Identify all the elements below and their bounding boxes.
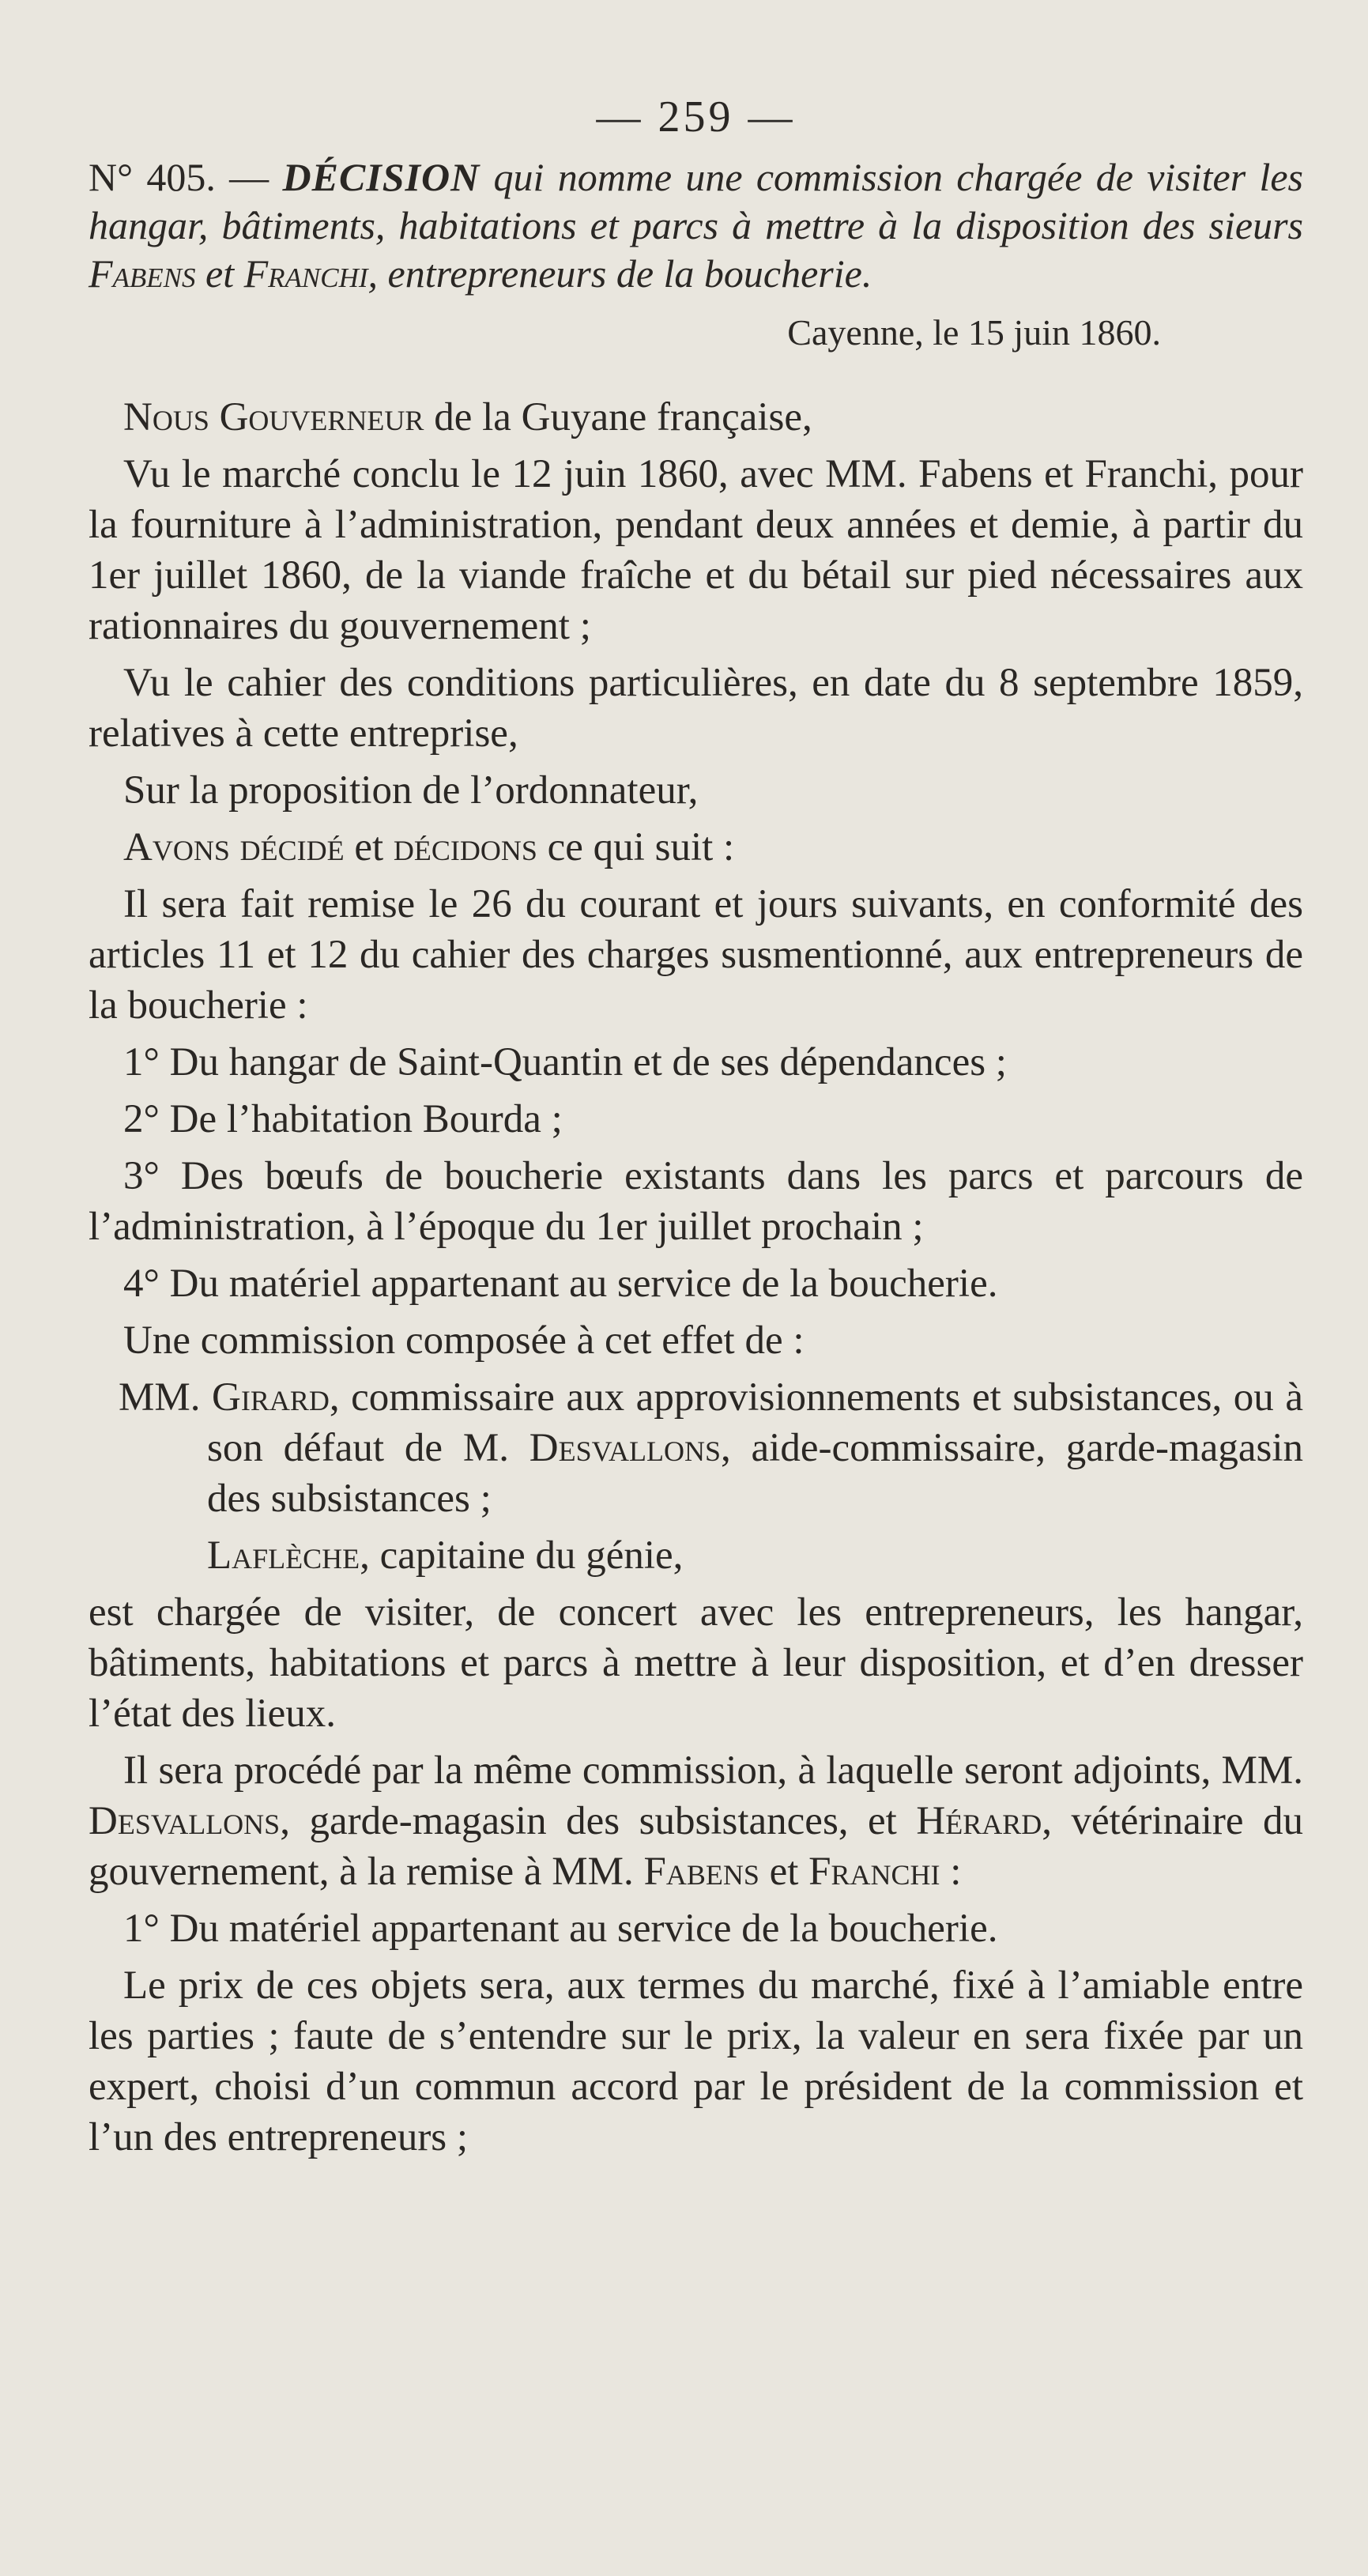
- member1-post: , aide-commissaire, garde-magasin des subsistances ;: [207, 1426, 1304, 1522]
- procede-e: :: [940, 1850, 962, 1895]
- member-name-lafleche: Laflèche: [207, 1533, 360, 1578]
- member2-post: , capitaine du génie,: [360, 1533, 684, 1578]
- nous-gouverneur: Nous Gouverneur: [123, 395, 424, 440]
- decision-name-fabens: Fabens: [89, 251, 196, 296]
- page-number: — 259 —: [596, 92, 796, 141]
- member-name-girard: Girard: [212, 1375, 330, 1420]
- decision-name-franchi: Franchi: [243, 251, 368, 296]
- paragraph-preamble: [89, 392, 1303, 443]
- procede-d: et: [759, 1850, 809, 1895]
- member-name-desvallons: Desvallons: [529, 1426, 721, 1471]
- decidons: décidons: [393, 825, 537, 870]
- decision-title-part1: qui nomme une commission chargée de visiter les hangar, bâtiments, habitations et parcs à mettre à la disposition des sieurs: [89, 155, 1304, 247]
- procede-name-fabens: Fabens: [643, 1850, 759, 1895]
- preamble-rest: de la Guyane française,: [424, 395, 812, 440]
- paragraph-avons-decide: [89, 822, 1303, 873]
- dateline: Cayenne, le 15 juin 1860.: [787, 312, 1161, 353]
- ce-qui-suit: ce qui suit :: [537, 825, 735, 870]
- paragraph-vu-cahier: Vu le cahier des conditions particulières, en date du 8 septembre 1859, relatives à cette entreprise,: [89, 661, 1303, 756]
- list-item-4: 4° Du matériel appartenant au service de la boucherie.: [123, 1262, 998, 1307]
- paragraph-vu-marche: Vu le marché conclu le 12 juin 1860, avec MM. Fabens et Franchi, pour la fourniture à l’administration, pendant deux années et demie, à partir du 1er juillet 1860, de la viande fraîche et du bétail sur pied nécessaires aux rationnaires du gouvernement ;: [89, 452, 1303, 649]
- list-item-3: 3° Des bœufs de boucherie existants dans les parcs et parcours de l’administration, à l’époque du 1er juillet prochain ;: [89, 1154, 1303, 1250]
- paragraph-procede: [89, 1745, 1303, 1897]
- member-mm: MM.: [119, 1375, 213, 1420]
- procede-name-desvallons: Desvallons: [89, 1799, 281, 1844]
- decision-and: et: [195, 251, 244, 296]
- paragraph-remise: Il sera fait remise le 26 du courant et jours suivants, en conformité des articles 11 et 12 du cahier des charges susmentionné, aux entrepreneurs de la boucherie :: [89, 882, 1303, 1028]
- member1-mid: , commissaire aux approvisionnements et subsistances, ou à son défaut de M.: [207, 1375, 1303, 1471]
- avons-et: et: [344, 825, 394, 870]
- member-girard: [89, 1372, 1303, 1524]
- list-item-2: 2° De l’habitation Bourda ;: [123, 1097, 563, 1142]
- avons-decide: Avons décidé: [123, 825, 345, 870]
- paragraph-commission: Une commission composée à cet effet de :: [123, 1318, 805, 1363]
- procede-name-franchi: Franchi: [808, 1850, 940, 1895]
- decision-number: N° 405. —: [89, 155, 269, 199]
- procede-b: , garde-magasin des subsistances, et: [280, 1799, 917, 1844]
- decision-heading: [89, 153, 1303, 298]
- list-item-1: 1° Du hangar de Saint-Quantin et de ses dépendances ;: [123, 1040, 1007, 1085]
- procede-name-herard: Hérard: [916, 1799, 1042, 1844]
- member-lafleche: [89, 1530, 1303, 1581]
- body-text: [89, 392, 1303, 2163]
- list-item-5: 1° Du matériel appartenant au service de la boucherie.: [123, 1907, 998, 1952]
- procede-c: , vétérinaire du gouvernement, à la remise à MM.: [89, 1799, 1304, 1895]
- paragraph-visite: est chargée de visiter, de concert avec les entrepreneurs, les hangar, bâtiments, habitations et parcs à mettre à leur disposition, et d’en dresser l’état des lieux.: [89, 1590, 1303, 1737]
- paragraph-proposition: Sur la proposition de l’ordonnateur,: [123, 768, 699, 813]
- decision-title-word: DÉCISION: [282, 155, 480, 199]
- decision-title-part2: , entrepreneurs de la boucherie.: [367, 251, 872, 296]
- procede-a: Il sera procédé par la même commission, à laquelle seront adjoints, MM.: [123, 1748, 1303, 1793]
- paragraph-prix: Le prix de ces objets sera, aux termes du marché, fixé à l’amiable entre les parties ; faute de s’entendre sur le prix, la valeur en sera fixée par un expert, choisi d’un commun accord par le président de la commission et l’un des entrepreneurs ;: [89, 1963, 1303, 2160]
